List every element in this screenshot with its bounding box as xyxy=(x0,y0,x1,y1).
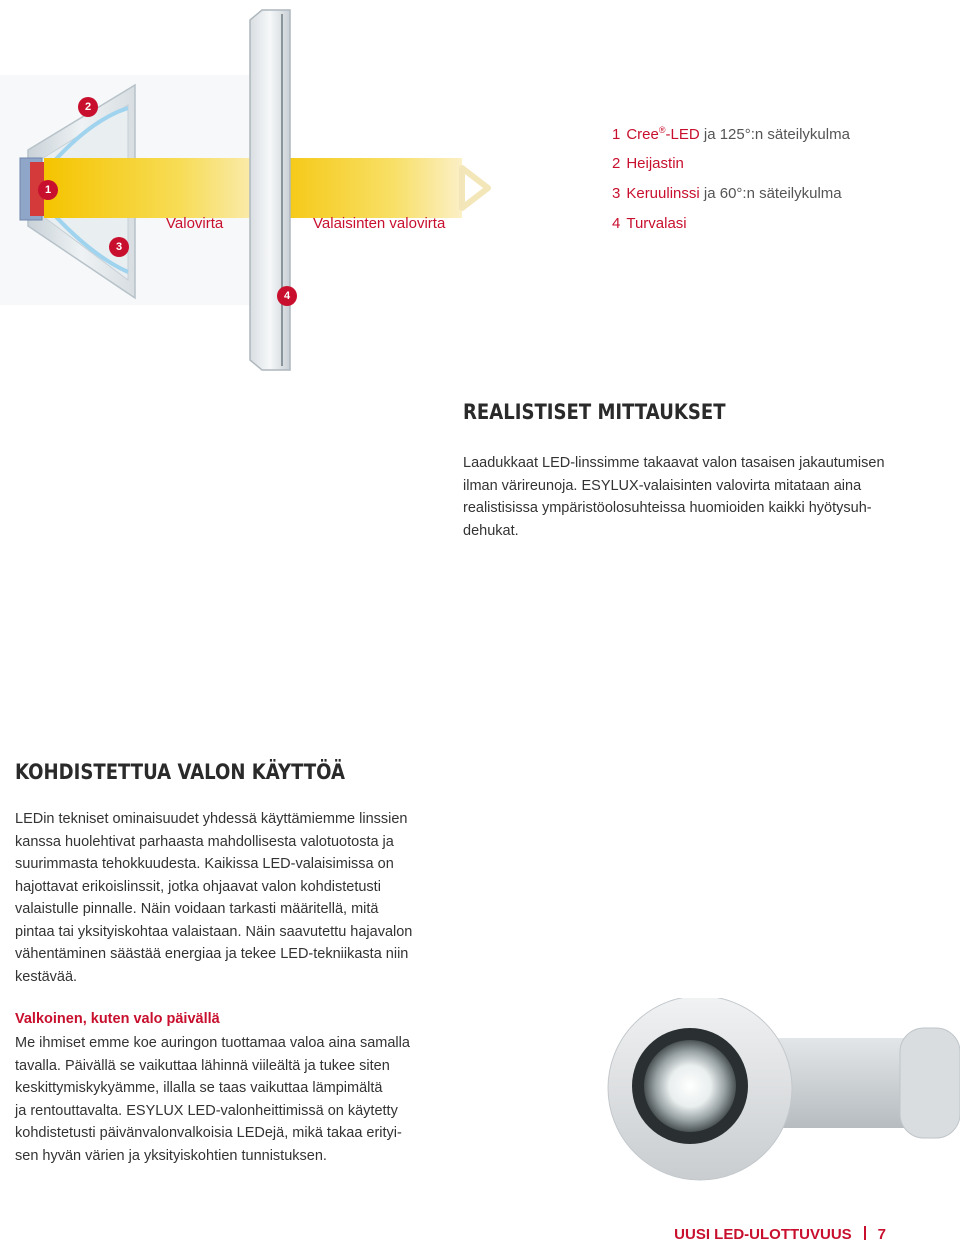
legend-item-3 xyxy=(612,185,842,202)
beam-arrow-icon xyxy=(462,168,488,208)
legend-item-4 xyxy=(612,215,687,232)
badge-4: 4 xyxy=(277,286,297,306)
text-line: kestävää. xyxy=(15,968,78,985)
legend-name: Turvalasi xyxy=(626,215,687,232)
text-line: vähentäminen säästää energiaa ja tekee LED-tekniikasta niin xyxy=(15,946,409,962)
footer-title: UUSI LED-ULOTTUVUUS xyxy=(674,1226,852,1243)
legend-name: Cree xyxy=(626,126,659,143)
legend-item-2 xyxy=(612,155,684,172)
text-line: realistisissa ympäristöolosuhteissa huomioiden kaikki hyötysuh- xyxy=(463,500,872,516)
legend-num: 2 xyxy=(612,155,621,172)
section-heading-kohdistettua-valon-kayttoa: KOHDISTETTUA VALON KÄYTTÖÄ xyxy=(15,760,346,784)
legend-sup: ® xyxy=(658,125,666,135)
text-line: keskittymiskykyämme, illalla se taas vaikuttaa lämpimältä xyxy=(15,1080,383,1096)
flow-label-valaisinten-valovirta: Valaisinten valovirta xyxy=(313,215,446,232)
spotlight-joint xyxy=(900,1028,960,1138)
text-line: ja rentouttavalta. ESYLUX LED-valonheittimissä on käytetty xyxy=(15,1102,398,1119)
text-line: LEDin tekniset ominaisuudet yhdessä käyttämiemme linssien xyxy=(15,811,408,827)
safety-glass xyxy=(250,10,290,370)
text-line: tavalla. Päivällä se vaikuttaa lähinnä viileältä ja tukee siten xyxy=(15,1057,390,1074)
text-line: suurimmasta tehokkuudesta. Kaikissa LED-valaisimissa on xyxy=(15,856,394,872)
text-line: dehukat. xyxy=(463,522,519,539)
legend-item-1 xyxy=(612,125,850,143)
text-line: sen hyvän värien ja yksityiskohtien tunnistuksen. xyxy=(15,1147,327,1164)
text-line: ilman värireunoja. ESYLUX-valaisinten valovirta mitataan aina xyxy=(463,477,862,494)
text-line: pintaa tai yksityiskohtaa valaistaan. Näin saavutettu hajavalon xyxy=(15,923,413,940)
subheading-valkoinen: Valkoinen, kuten valo päivällä xyxy=(15,1011,220,1027)
text-line: kanssa huolehtivat parhaasta mahdollisesta valotuotosta ja xyxy=(15,833,394,850)
section1-body xyxy=(463,452,885,542)
badge-3: 3 xyxy=(109,237,129,257)
legend-desc: ja 60°:n säteilykulma xyxy=(699,185,842,202)
section3-body xyxy=(15,1032,438,1167)
footer-separator xyxy=(864,1226,866,1240)
spotlight-product-image xyxy=(590,998,960,1198)
legend-num: 3 xyxy=(612,185,621,202)
led-lens-diagram xyxy=(0,0,600,380)
text-line: kohdistetusti päivänvalonvalkoisia LEDejä, mikä takaa erityi- xyxy=(15,1125,402,1141)
light-beam-2 xyxy=(290,158,462,218)
badge-2: 2 xyxy=(78,97,98,117)
page-number: 7 xyxy=(877,1226,886,1243)
legend-name: Heijastin xyxy=(626,155,684,172)
text-line: hajottavat erikoislinssit, jotka ohjaavat valon kohdistetusti xyxy=(15,878,381,895)
light-beam-1 xyxy=(44,158,270,218)
legend-name-suffix: -LED xyxy=(665,126,700,143)
section-heading-realistiset-mittaukset: REALISTISET MITTAUKSET xyxy=(463,400,726,424)
text-line: valaistulle pinnalle. Näin voidaan tarkasti määritellä, mitä xyxy=(15,901,379,917)
flow-label-valovirta: Valovirta xyxy=(166,215,224,232)
legend-name: Keruulinssi xyxy=(626,185,700,202)
text-line: Laadukkaat LED-linssimme takaavat valon tasaisen jakautumisen xyxy=(463,455,885,471)
page-footer xyxy=(674,1226,886,1243)
legend-desc: ja 125°:n säteilykulma xyxy=(699,126,850,143)
legend-num: 4 xyxy=(612,215,621,232)
legend-num: 1 xyxy=(612,126,621,143)
badge-1: 1 xyxy=(38,180,58,200)
text-line: Me ihmiset emme koe auringon tuottamaa valoa aina samalla xyxy=(15,1035,410,1051)
spotlight-led xyxy=(644,1040,736,1132)
section2-body xyxy=(15,808,438,988)
